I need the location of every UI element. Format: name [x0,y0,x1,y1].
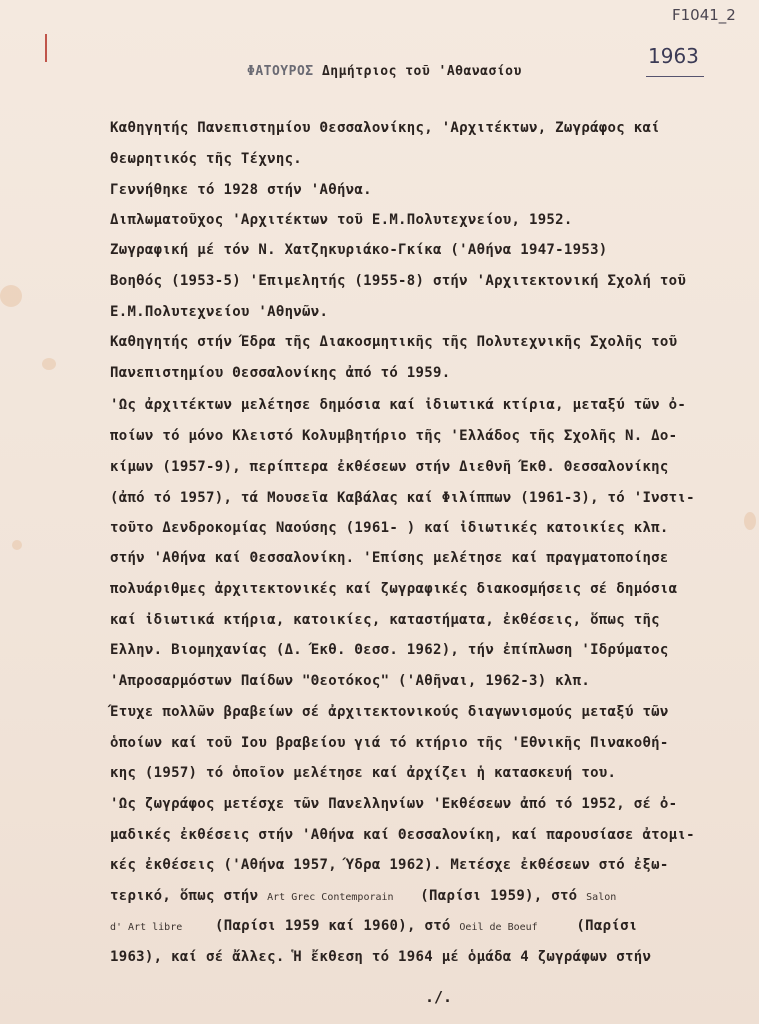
title-surname: ΦΑΤΟΥΡΟΣ [247,64,314,79]
title-name: Δημήτριος τοῦ 'Αθανασίου [321,64,522,79]
text-line: Βοηθός (1953-5) 'Επιμελητής (1955-8) στήν 'Αρχιτεκτονική Σχολή τοῦ [110,273,687,289]
text-line: 1963), καί σέ ἄλλες. Ἡ ἔκθεση τό 1964 μέ ὁμάδα 4 ζωγράφων στήν [110,949,652,965]
year-underline [646,76,704,77]
text-line: Ελλην. Βιομηχανίας (Δ. Έκθ. Θεσσ. 1962), τήν ἐπίπλωση 'Ιδρύματος [110,642,669,658]
text-line: τοῦτο Δενδροκομίας Ναούσης (1961- ) καί ἰδιωτικές κατοικίες κλπ. [110,520,669,536]
text-segment: (Παρίσι 1959 καί 1960), στό [214,918,451,934]
text-line: κίμων (1957-9), περίπτερα ἐκθέσεων στήν Διεθνῆ Έκθ. Θεσσαλονίκης [110,459,669,475]
text-line: Ζωγραφική μέ τόν Ν. Χατζηκυριάκο-Γκίκα ('Αθήνα 1947-1953) [110,242,608,258]
text-line: (ἀπό τό 1957), τά Μουσεῖα Καβάλας καί Φιλίππων (1961-3), τό 'Ινστι- [110,490,695,506]
foreign-title: Oeil de Boeuf [459,922,538,933]
text-line: Ε.Μ.Πολυτεχνείου 'Αθηνῶν. [110,304,329,320]
archive-code: F1041_2 [672,6,736,24]
text-line-mixed [110,888,616,904]
margin-pen-mark [45,34,47,62]
text-line: θεωρητικός τῆς Τέχνης. [110,151,303,167]
text-line: καί ἰδιωτικά κτήρια, κατοικίες, καταστήματα, ἐκθέσεις, ὅπως τῆς [110,612,660,628]
document-title [247,64,522,79]
text-line: Διπλωματοῦχος 'Αρχιτέκτων τοῦ Ε.Μ.Πολυτεχνείου, 1952. [110,212,573,228]
text-line: Καθηγητής στήν Έδρα τῆς Διακοσμητικῆς τῆς Πολυτεχνικῆς Σχολῆς τοῦ [110,334,678,350]
text-line: κης (1957) τό ὁποῖον μελέτησε καί ἀρχίζει ἡ κατασκευή του. [110,765,617,781]
text-line: μαδικές ἐκθέσεις στήν 'Αθήνα καί Θεσσαλονίκη, καί παρουσίασε ἀτομι- [110,827,695,843]
text-line: 'Ως ζωγράφος μετέσχε τῶν Πανελληνίων 'Εκθέσεων ἀπό τό 1952, σέ ὀ- [110,796,678,812]
text-line: 'Ως ἀρχιτέκτων μελέτησε δημόσια καί ἰδιωτικά κτίρια, μεταξύ τῶν ὀ- [110,397,687,413]
foreign-title: Salon [586,892,617,903]
foreign-title: Art Grec Contemporain [267,892,394,903]
text-line: Καθηγητής Πανεπιστημίου Θεσσαλονίκης, 'Αρχιτέκτων, Ζωγράφος καί [110,120,660,136]
paper-stain [42,358,56,370]
continuation-mark: ./. [425,988,453,1006]
handwritten-year: 1963 [648,44,699,68]
text-line: 'Απροσαρμόστων Παίδων "Θεοτόκος" ('Αθῆναι, 1962-3) κλπ. [110,673,591,689]
text-segment: (Παρίσι [576,918,638,934]
text-line: ποίων τό μόνο Κλειστό Κολυμβητήριο τῆς 'Ελλάδος τῆς Σχολῆς Ν. Δο- [110,428,678,444]
paper-stain [12,540,22,550]
text-line: κές ἐκθέσεις ('Αθήνα 1957, Ύδρα 1962). Μετέσχε ἐκθέσεων στό ἐξω- [110,857,669,873]
foreign-title: d' Art libre [110,922,183,933]
text-line: ὁποίων καί τοῦ Ιου βραβείου γιά τό κτήριο τῆς 'Εθνικῆς Πινακοθή- [110,735,669,751]
text-line: στήν 'Αθήνα καί Θεσσαλονίκη. 'Επίσης μελέτησε καί πραγματοποίησε [110,550,669,566]
paper-stain [0,285,22,307]
text-line: Πανεπιστημίου Θεσσαλονίκης ἀπό τό 1959. [110,365,451,381]
text-line-mixed [110,918,638,934]
text-segment: τερικό, ὅπως στήν [110,888,259,904]
paper-stain [744,512,756,530]
text-line: πολυάριθμες ἀρχιτεκτονικές καί ζωγραφικές διακοσμήσεις σέ δημόσια [110,581,678,597]
text-line: Γεννήθηκε τό 1928 στήν 'Αθήνα. [110,182,372,198]
text-line: Έτυχε πολλῶν βραβείων σέ ἀρχιτεκτονικούς διαγωνισμούς μεταξύ τῶν [110,704,669,720]
text-segment: (Παρίσι 1959), στό [420,888,578,904]
